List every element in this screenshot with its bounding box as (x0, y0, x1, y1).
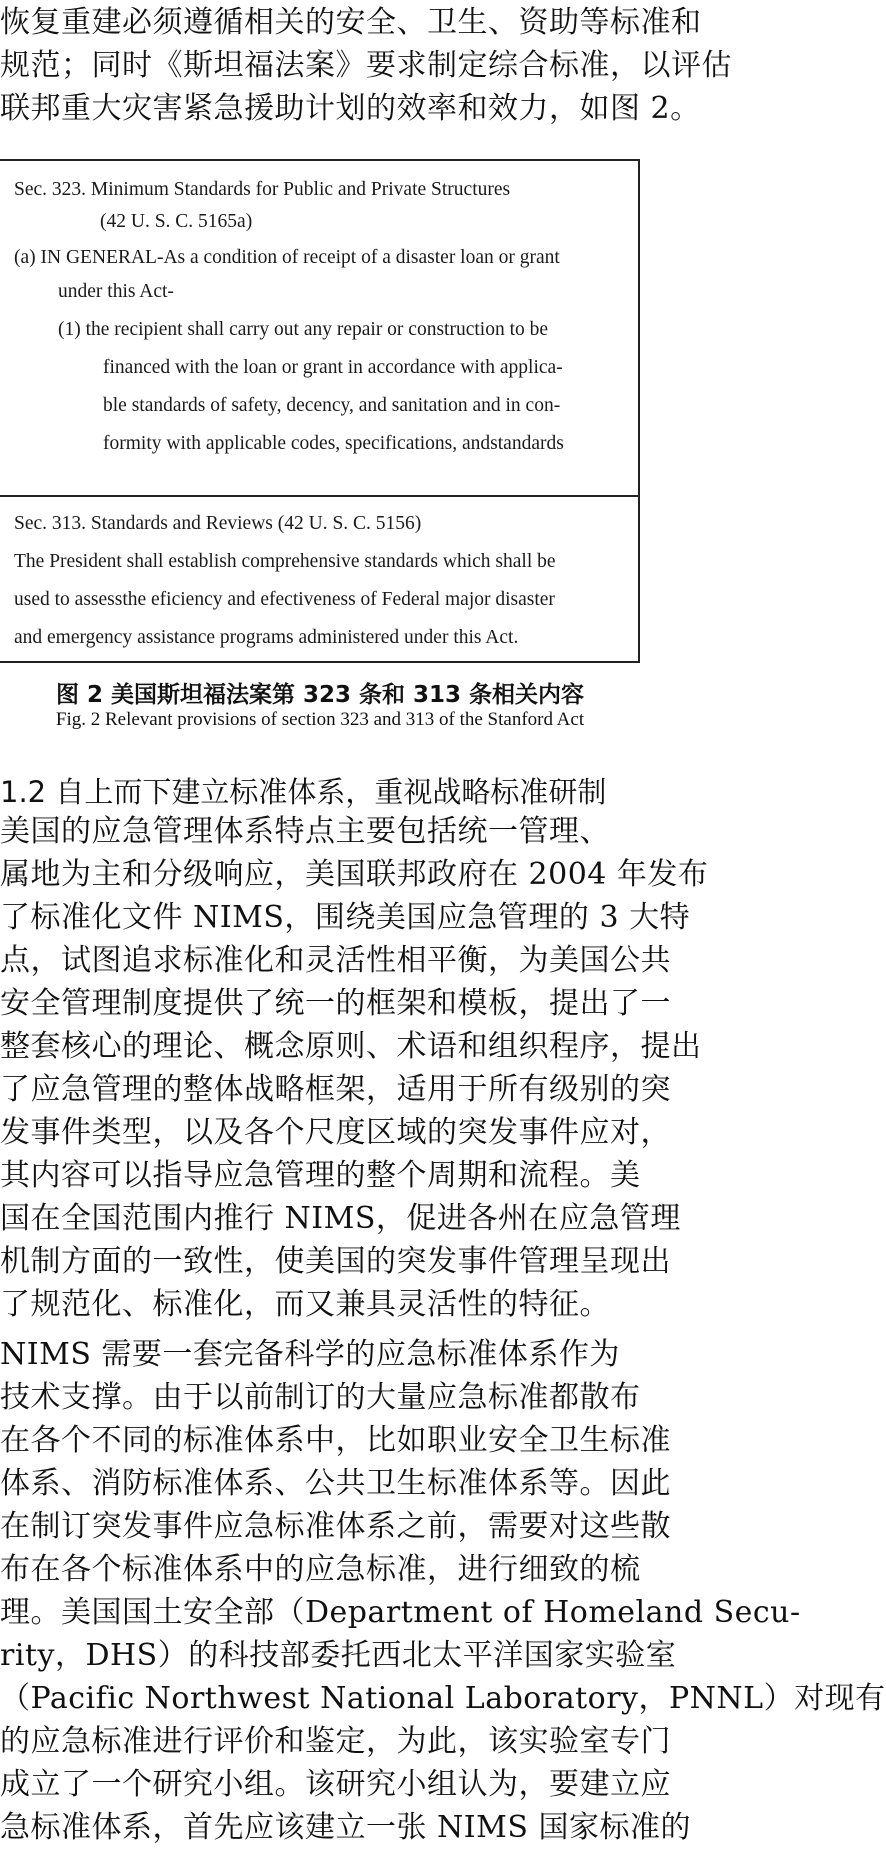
body-line: 布在各个标准体系中的应急标准，进行细致的梳 (0, 1552, 641, 1587)
sec313-title: Sec. 313. Standards and Reviews (42 U. S. C. 5156) (14, 513, 422, 534)
sec323-item1-line3: ble standards of safety, decency, and sanitation and in con- (103, 395, 561, 416)
intro-line-3: 联邦重大灾害紧急援助计划的效率和效力，如图 2。 (0, 91, 701, 126)
body-line: 发事件类型，以及各个尺度区域的突发事件应对， (0, 1115, 671, 1150)
body-line: 了标准化文件 NIMS，围绕美国应急管理的 3 大特 (0, 900, 691, 935)
body-line: （Pacific Northwest National Laboratory，PNNL）对现有 (0, 1681, 886, 1716)
body-line: NIMS 需要一套完备科学的应急标准体系作为 (0, 1337, 620, 1372)
body-line: 成立了一个研究小组。该研究小组认为，要建立应 (0, 1767, 671, 1802)
body-line: 其内容可以指导应急管理的整个周期和流程。美 (0, 1158, 641, 1193)
sec313-line1: The President shall establish comprehensive standards which shall be (14, 551, 556, 572)
figure-caption-en: Fig. 2 Relevant provisions of section 323 and 313 of the Stanford Act (55, 709, 585, 730)
section-heading: 1.2 自上而下建立标准体系，重视战略标准研制 (0, 775, 607, 809)
body-line: 整套核心的理论、概念原则、术语和组织程序，提出 (0, 1029, 702, 1064)
sec323-item1-line2: financed with the loan or grant in accordance with applica- (103, 357, 563, 378)
sec323-clause-a-line1: (a) IN GENERAL-As a condition of receipt of a disaster loan or grant (14, 247, 560, 268)
sec313-line2: used to assessthe eficiency and efectiveness of Federal major disaster (14, 589, 555, 610)
body-line: 点，试图追求标准化和灵活性相平衡，为美国公共 (0, 943, 671, 978)
sec313-line3: and emergency assistance programs administered under this Act. (14, 627, 519, 648)
body-line: 理。美国国土安全部（Department of Homeland Secu- (0, 1595, 801, 1630)
body-line: 机制方面的一致性，使美国的突发事件管理呈现出 (0, 1244, 671, 1279)
body-line: 在各个不同的标准体系中，比如职业安全卫生标准 (0, 1423, 671, 1458)
body-line: 国在全国范围内推行 NIMS，促进各州在应急管理 (0, 1201, 681, 1236)
body-line: 了规范化、标准化，而又兼具灵活性的特征。 (0, 1287, 610, 1322)
body-line: 技术支撑。由于以前制订的大量应急标准都散布 (0, 1380, 641, 1415)
sec323-title: Sec. 323. Minimum Standards for Public and Private Structures (14, 179, 511, 200)
body-line: 美国的应急管理体系特点主要包括统一管理、 (0, 814, 610, 849)
body-line: 在制订突发事件应急标准体系之前，需要对这些散 (0, 1509, 671, 1544)
body-line: 了应急管理的整体战略框架，适用于所有级别的突 (0, 1072, 671, 1107)
body-line: 体系、消防标准体系、公共卫生标准体系等。因此 (0, 1466, 671, 1501)
intro-line-2: 规范；同时《斯坦福法案》要求制定综合标准，以评估 (0, 48, 732, 83)
sec323-item1-line1: (1) the recipient shall carry out any repair or construction to be (58, 319, 549, 340)
figure-2-box (0, 159, 640, 663)
sec323-clause-a-line2: under this Act- (58, 281, 174, 302)
figure-caption-cn: 图 2 美国斯坦福法案第 323 条和 313 条相关内容 (55, 682, 585, 708)
body-line: 安全管理制度提供了统一的框架和模板，提出了一 (0, 986, 671, 1021)
sec323-citation: (42 U. S. C. 5165a) (100, 211, 253, 232)
body-line: 急标准体系，首先应该建立一张 NIMS 国家标准的 (0, 1810, 691, 1845)
body-line: 属地为主和分级响应，美国联邦政府在 2004 年发布 (0, 857, 709, 892)
body-line: rity，DHS）的科技部委托西北太平洋国家实验室 (0, 1638, 677, 1673)
body-line: 的应急标准进行评价和鉴定，为此，该实验室专门 (0, 1724, 671, 1759)
sec323-item1-line4: formity with applicable codes, specifications, andstandards (103, 433, 564, 454)
intro-line-1: 恢复重建必须遵循相关的安全、卫生、资助等标准和 (0, 5, 702, 40)
figure-divider (0, 495, 640, 497)
